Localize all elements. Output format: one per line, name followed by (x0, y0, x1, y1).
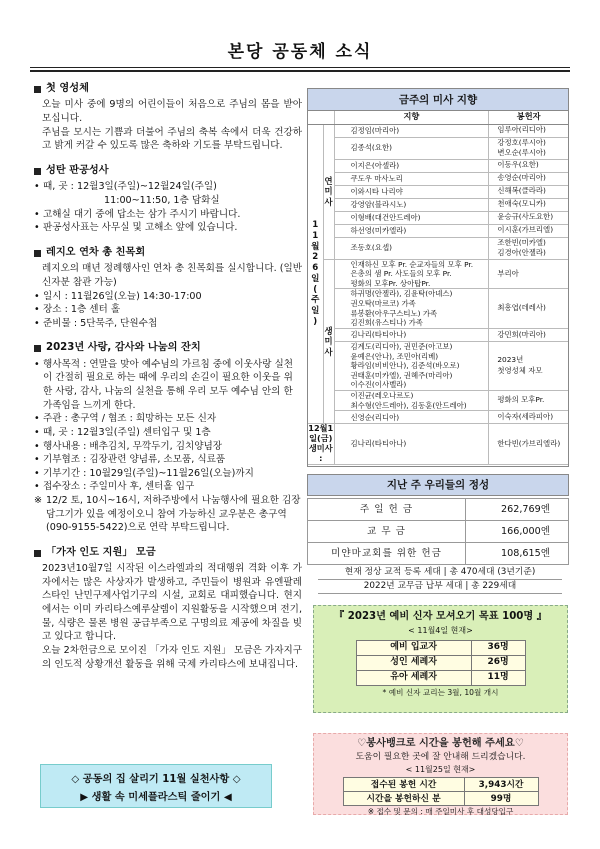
table-row: 성인 세례자 26명 (356, 655, 525, 670)
section-sharing-festival (34, 341, 302, 534)
volunteer-contact: ※ 접수 및 문의 : 매 주일미사 후 대성당입구 (367, 807, 514, 817)
square-bullet-icon (34, 550, 41, 557)
mass-intentions-box (307, 88, 569, 467)
catechumen-title: 『 2023년 예비 신자 모셔오기 목표 100명 』 (334, 611, 547, 622)
section-heading: 첫 영성체 (46, 83, 89, 94)
mass-date-label: 1 1 월 2 6 일 ( 주 일 ) (308, 124, 323, 424)
table-row (308, 124, 568, 137)
mass-kind-label: 생 미 사 (323, 259, 334, 424)
section-heading: 레지오 연차 총 친목회 (46, 246, 146, 258)
table-row: 시간을 봉헌하신 분 99명 (343, 792, 538, 806)
list-item: • 행사목적 : 연말을 맞아 예수님의 가르침 중에 이웃사랑 실천이 간절히 필요로 하는 때에 우리의 손길이 필요한 이웃을 위한 사랑, 감사, 나눔의 실천을 통해 우리 모두 예수님 안의 한가족임을 느끼게 한다. (34, 358, 302, 412)
section-heading: 성탄 판공성사 (46, 164, 109, 176)
intention-cell: 김나리(타티아나) (334, 328, 489, 341)
col-intention: 지향 (334, 111, 489, 124)
offering-table (307, 498, 569, 565)
server-cell: 조한빈(미카엘) 김경아(안젤라) (489, 237, 568, 259)
server-cell: 평화의 모후Pr. (489, 391, 568, 411)
table-row (308, 424, 568, 464)
server-cell: 이숙자(세라피아) (489, 411, 568, 424)
section-text: 2023년10월7일 시작된 이스라엘과의 적대행위 격화 이후 가자에서는 많은 사상자가 발생하고, 주민들이 병원과 유엔팔레스타인 난민구제사업기구의 시설, 교회로 대피했습니다. 현지에서는 이미 카리타스예루살렘이 지원활동을 시작했으며 전기, 물, 식량은 물론 병원 공급부족으로 구명의료 제공에 차질을 빚고 있다고 합니다. (42, 563, 302, 643)
table-row (308, 289, 568, 329)
mass-date2-label (308, 424, 334, 464)
table-row: 예비 입교자 36명 (356, 640, 525, 655)
household-count-paid: 2022년 교무금 납부 세대 | 총 229세대 (318, 580, 562, 594)
square-bullet-icon (34, 86, 41, 93)
server-cell: 신해복(클라라) (489, 185, 568, 198)
volunteer-title: ♡봉사뱅크로 시간을 봉헌해 주세요♡ (357, 738, 524, 749)
intention-cell: 이와시타 나리야 (334, 185, 489, 198)
news-column (34, 82, 302, 682)
list-item: 11:00~11:50, 1층 담화실 (104, 195, 220, 207)
table-row: 주 일 헌 금 262,769엔 (308, 499, 569, 521)
list-item: • 일시 : 11월26일(오늘) 14:30-17:00 (34, 290, 302, 304)
section-christmas-confession (34, 164, 302, 235)
server-cell: 이동우(요한) (489, 159, 568, 172)
intention-cell: 쿠도우 마사노리 (334, 172, 489, 185)
catechumen-date: < 11월4일 현재> (408, 626, 473, 636)
intention-cell: 인재하신 모후 Pr. 순교자들의 모후 Pr. 은총의 샘 Pr. 사도들의 모후 Pr. 평화의 모후Pr. 상아탑Pr. (334, 259, 489, 289)
title-divider (30, 67, 570, 68)
list-item: • 준비물 : 5단묵주, 단원수첩 (34, 317, 302, 331)
note-item (34, 494, 302, 535)
note-text: 12/2 토, 10시~16시, 저하주방에서 나눔행사에 필요한 김장담그기가 있을 예정이오니 참여 가능하신 교우분은 총구역(090-9155-5422)으로 연락 부탁드립니다. (46, 494, 301, 534)
offering-title: 지난 주 우리들의 정성 (307, 474, 569, 496)
server-cell: 임루아(리디아) (489, 124, 568, 137)
title-divider-thick (30, 70, 570, 72)
server-cell: 한다빈(가브리엘라) (489, 424, 568, 464)
mass-date2-kind: 생미사 : (308, 443, 333, 463)
col-server: 봉헌자 (489, 111, 568, 124)
intention-cell: 김정임(마리아) (334, 124, 489, 137)
table-row (308, 237, 568, 259)
intention-cell: 이지은(아셀라) (334, 159, 489, 172)
server-cell: 송영순(마리아) (489, 172, 568, 185)
mass-intentions-table (308, 111, 568, 465)
volunteer-table (343, 777, 539, 806)
catechumen-table (356, 640, 526, 686)
intention-cell: 하선영(미카엘라) (334, 224, 489, 237)
intention-cell: 조동호(요셉) (334, 237, 489, 259)
intention-cell: 김나리(타티아나) (334, 424, 489, 464)
intention-cell: 강영암(블라시노) (334, 198, 489, 211)
intention-cell: 이진균(레오나르도) 최수형(안드레아), 김동훈(안드레아) (334, 391, 489, 411)
server-cell: 2023년 첫영성체 자모 (489, 341, 568, 390)
section-text: 오늘 미사 중에 9명의 어린이들이 처음으로 주님의 몸을 받아 모십니다. (42, 99, 302, 125)
list-item: • 장소 : 1층 센터 홀 (34, 303, 302, 317)
mass-date2: 12월1일(금) (308, 423, 334, 444)
catechumen-note: * 예비 신자 교리는 3월, 10월 개시 (382, 687, 499, 697)
intention-cell: 신영순(리디아) (334, 411, 489, 424)
table-row (308, 137, 568, 159)
intention-cell: 이형배(대건안드레아) (334, 211, 489, 224)
catechumen-goal-box (313, 605, 568, 713)
intention-cell: 김계도(리디아), 권민준(아고보) 윤예은(안나), 조민아(리베) 황라임(비비안나), 김준석(바오로) 권태훈(미카엘), 권혜주(마리아) 이수진(이사벨라) (334, 341, 489, 390)
list-item: • 주관 : 총구역 / 협조 : 희망하는 모든 신자 (34, 412, 302, 426)
section-legio-gathering (34, 246, 302, 331)
server-cell: 윤승규(사도요한) (489, 211, 568, 224)
server-cell: 이시훈(가브리엘) (489, 224, 568, 237)
list-item: • 접수장소 : 주일미사 후, 센터홀 입구 (34, 480, 302, 494)
table-row: 미얀마교회를 위한 헌금 108,615엔 (308, 543, 569, 565)
list-item: • 기부기간 : 10월29일(주일)~11월26일(오늘)까지 (34, 467, 302, 481)
table-row (308, 259, 568, 289)
list-item: • 행사내용 : 배추김치, 무깍두기, 김치양념장 (34, 440, 302, 454)
section-text: 오늘 2차헌금으로 모이진 「가자 인도 지원」 모금은 가자지구의 인도적 상황개선 활동을 위해 국제 카리타스에 보내집니다. (42, 644, 302, 670)
section-heading: 2023년 사랑, 감사와 나눔의 잔치 (46, 342, 201, 354)
list-item: • 기부협조 : 김장관련 양념류, 소모품, 식료품 (34, 453, 302, 467)
server-cell: 강정호(루시아) 변오순(루시아) (489, 137, 568, 159)
section-gaza-fundraising (34, 546, 302, 671)
list-item: • 판공성사표는 사무실 및 고해소 앞에 있습니다. (34, 221, 302, 235)
intention-cell: 하귀명(안젤라), 김윤탁(아녜스) 권오탁(마르코) 가족 류봉환(아우구스티노) 가족 김진희(유스티나) 가족 (334, 289, 489, 329)
household-counts (318, 566, 562, 594)
table-row (308, 341, 568, 390)
table-row (308, 185, 568, 198)
square-bullet-icon (34, 345, 41, 352)
section-text: 레지오의 매년 정례행사인 연차 총 친목회를 실시합니다. (일반신자분 참관 가능) (42, 263, 302, 288)
table-row (308, 391, 568, 411)
eco-practice-item: ▶ 생활 속 미세플라스틱 줄이기 ◀ (80, 791, 232, 803)
volunteer-bank-box (313, 733, 568, 815)
server-cell: 강민희(마리아) (489, 328, 568, 341)
table-row (308, 411, 568, 424)
eco-practice-title: ◇ 공동의 집 살리기 11월 실천사항 ◇ (71, 774, 241, 785)
intention-cell: 김종석(요한) (334, 137, 489, 159)
table-row: 유아 세례자 11명 (356, 670, 525, 685)
section-heading: 「가자 인도 지원」 모금 (46, 546, 156, 558)
page-title: 본당 공동체 소식 (227, 42, 373, 62)
server-cell: 최흥엽(데레사) (489, 289, 568, 329)
eco-practice-box (40, 764, 272, 808)
server-cell: 천애숙(모니카) (489, 198, 568, 211)
table-row (308, 211, 568, 224)
table-row (308, 328, 568, 341)
household-count-registered: 현재 정상 교적 등록 세대 | 총 470세대 (3년기준) (318, 566, 562, 580)
list-item: • 고해실 대기 중에 답소는 삼가 주시기 바랍니다. (34, 208, 302, 222)
volunteer-date: < 11월25일 현재> (405, 764, 476, 774)
square-bullet-icon (34, 250, 41, 257)
mass-kind-label: 연 미 사 (323, 124, 334, 259)
section-first-communion (34, 82, 302, 153)
note-mark: ※ (34, 494, 43, 506)
table-row (308, 198, 568, 211)
server-cell: 부리아 (489, 259, 568, 289)
table-row (308, 224, 568, 237)
list-item: • 때, 곳 : 12월3일(주일)~12월24일(주일) (34, 180, 302, 194)
table-row: 교 무 금 166,000엔 (308, 521, 569, 543)
table-row (308, 172, 568, 185)
table-row: 접수된 봉헌 시간 3,943시간 (343, 778, 538, 792)
section-text: 주님을 모시는 기쁨과 더불어 주님의 축복 속에서 더욱 건강하고 밝게 커갈 수 있도록 많은 축하와 기도를 부탁드립니다. (42, 126, 302, 152)
volunteer-desc: 도움이 필요한 곳에 잘 안내해 드리겠습니다. (355, 752, 526, 763)
list-item: • 때, 곳 : 12월3일(주일) 센터입구 및 1층 (34, 426, 302, 440)
mass-intentions-title: 금주의 미사 지향 (308, 89, 568, 111)
square-bullet-icon (34, 168, 41, 175)
table-row (308, 159, 568, 172)
